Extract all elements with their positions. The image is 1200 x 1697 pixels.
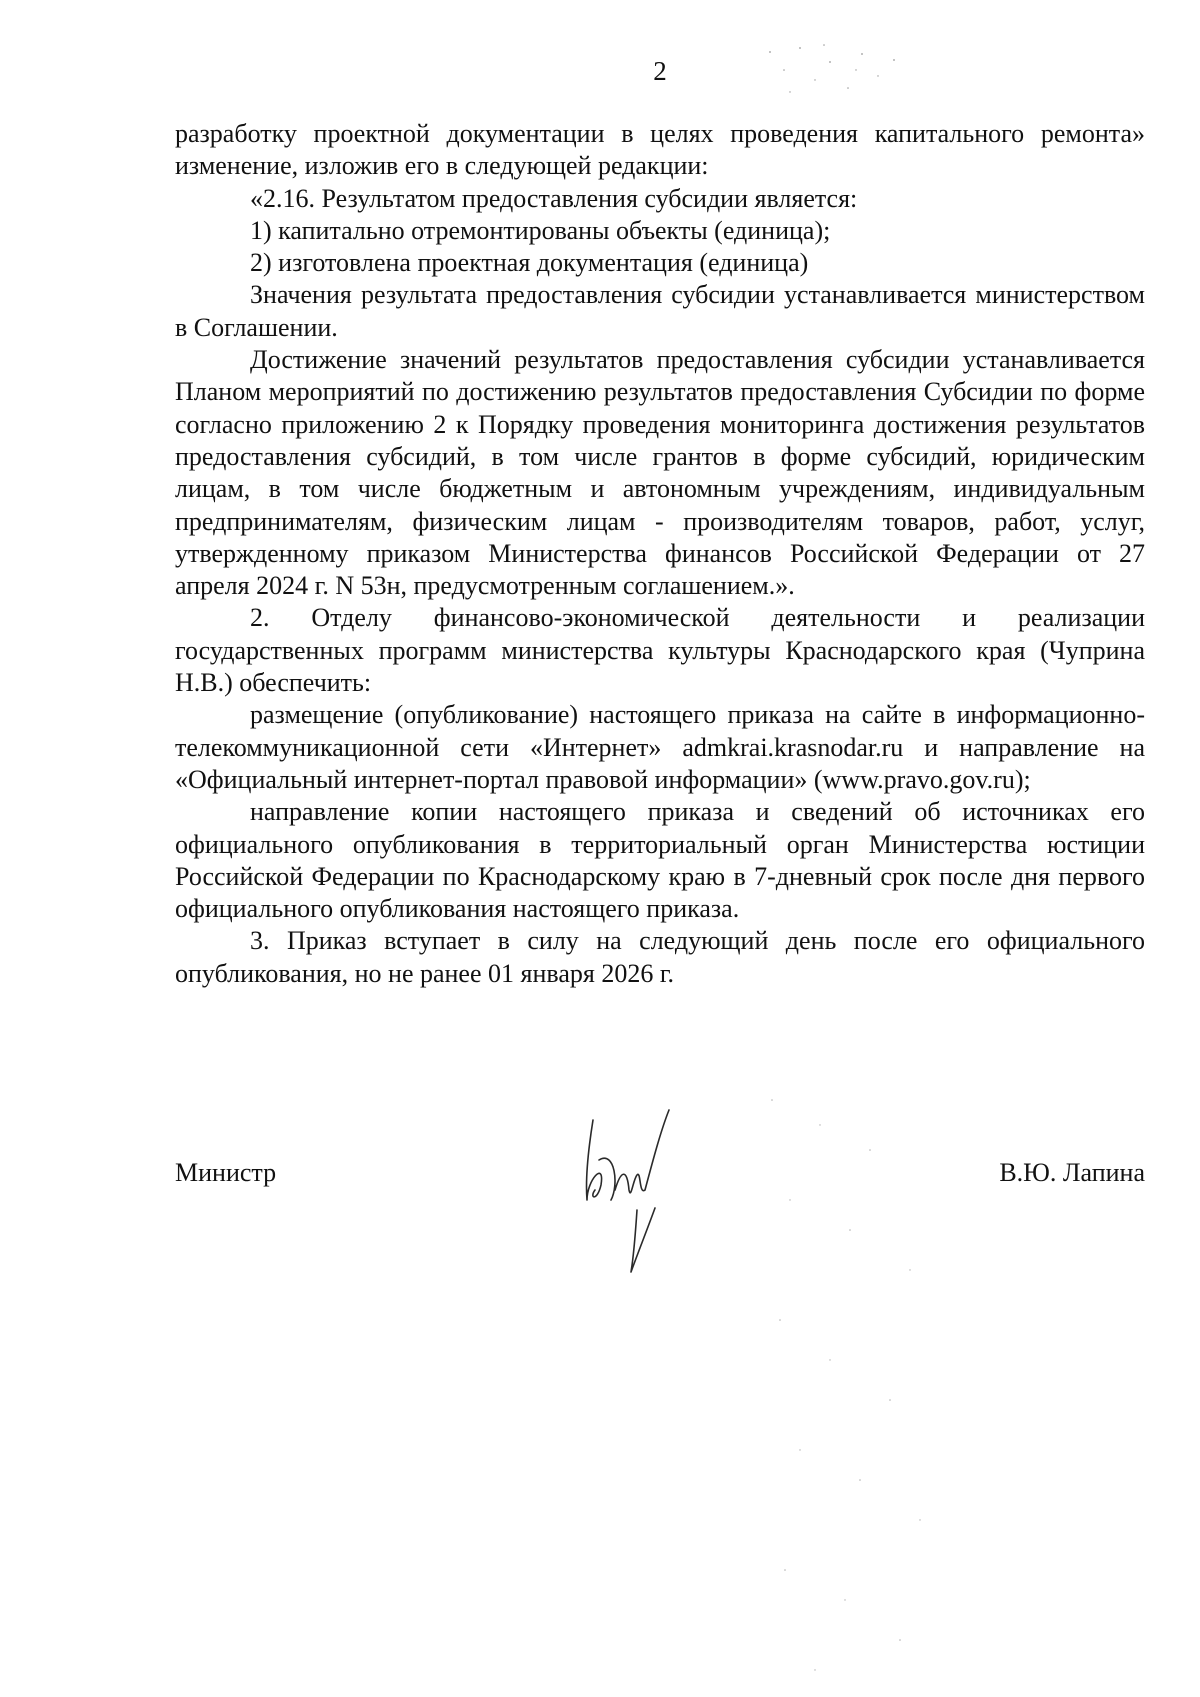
paragraph-result-values: Значения результата предоставления субсидии устанавливается министерством в Соглашении. [175, 280, 1145, 342]
paragraph-continuation: разработку проектной документации в целях проведения капитального ремонта» изменение, изложив его в следующей редакции: [175, 119, 1145, 181]
page-number: 2 [653, 56, 667, 86]
paragraph-item-2-department: 2. Отделу финансово-экономической деятельности и реализации государственных программ министерства культуры Краснодарского края (Чуприна Н.В.) обеспечить: [175, 603, 1145, 698]
handwritten-signature [575, 1090, 695, 1280]
paragraph-result-item-2: 2) изготовлена проектная документация (единица) [250, 248, 809, 278]
paragraph-achievement-plan: Достижение значений результатов предоставления субсидии устанавливается Планом мероприятий по достижению результатов предоставления Субсидии по форме согласно приложению 2 к Порядку проведения мониторинга достижения результатов предоставления субсидий, в том числе грантов в форме субсидий, юридическим лицам, в том числе бюджетным и автономным учреждениям, индивидуальным предпринимателям, физическим лицам - производителям товаров, работ, услуг, утвержденному приказом Министерства финансов Российской Федерации от 27 апреля 2024 г. N 53н, предусмотренным соглашением.». [175, 345, 1145, 601]
paragraph-item-3-effective-date: 3. Приказ вступает в силу на следующий день после его официального опубликования, но не ранее 01 января 2026 г. [175, 926, 1145, 988]
paragraph-clause-2-16: «2.16. Результатом предоставления субсидии является: [250, 183, 858, 213]
signer-name: В.Ю. Лапина [999, 1158, 1145, 1187]
paragraph-ministry-of-justice: направление копии настоящего приказа и сведений об источниках его официального опубликования в территориальный орган Министерства юстиции Российской Федерации по Краснодарскому краю в 7-дневный срок после дня первого официального опубликования настоящего приказа. [175, 797, 1145, 924]
paragraph-result-item-1: 1) капитально отремонтированы объекты (единица); [250, 215, 831, 245]
paragraph-publication: размещение (опубликование) настоящего приказа на сайте в информационно-телекоммуникационной сети «Интернет» admkrai.krasnodar.ru и направление на «Официальный интернет-портал правовой информации» (www.pravo.gov.ru); [175, 700, 1145, 794]
document-body [175, 118, 1145, 990]
signer-position: Министр [175, 1158, 277, 1187]
